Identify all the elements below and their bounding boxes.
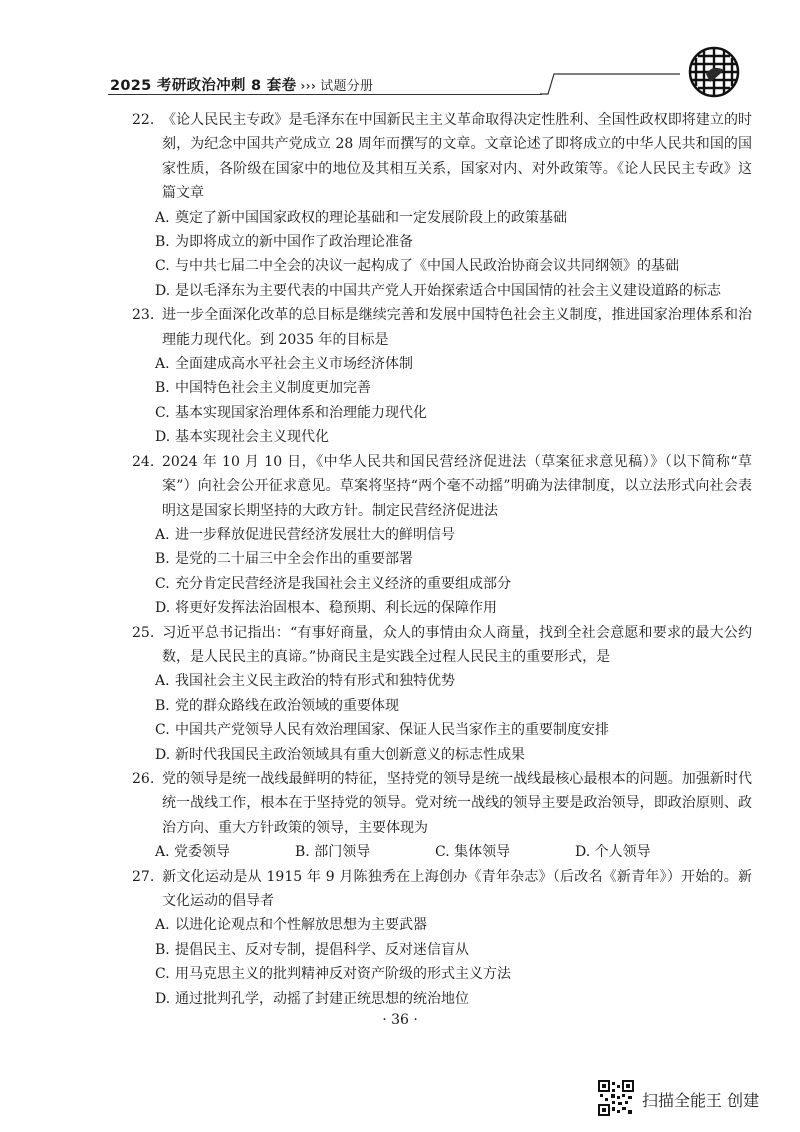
question-stem	[132, 450, 752, 523]
page-header	[0, 0, 800, 112]
question-27	[132, 865, 752, 1011]
option-a: A. 党委领导	[155, 844, 231, 861]
option-d: D. 是以毛泽东为主要代表的中国共产党人开始探索适合中国国情的社会主义建设道路的标志	[155, 282, 721, 299]
option-d: D. 基本实现社会主义现代化	[155, 429, 329, 446]
option-c: C. 充分肯定民营经济是我国社会主义经济的重要组成部分	[155, 575, 511, 592]
question-text: 《论人民民主专政》是毛泽东在中国新民主主义革命取得决定性胜利、全国性政权即将建立的时刻，为纪念中国共产党成立 28 周年而撰写的文章。文章论述了即将成立的中华人民共和国的国家性质，各阶级在国家中的地位及其相互关系，国家对内、对外政策等。《论人民民主专政》这篇文章	[162, 112, 752, 202]
book-section: 试题分册	[320, 79, 374, 94]
header-rule	[108, 94, 542, 95]
question-stem	[132, 767, 752, 840]
qr-code-icon	[598, 1080, 634, 1116]
option-c: C. 与中共七届二中全会的决议一起构成了《中国人民政治协商会议共同纲领》的基础	[155, 258, 679, 275]
option-b: B. 部门领导	[295, 844, 371, 861]
question-number: 24.	[132, 453, 155, 470]
option-d: D. 个人领导	[575, 844, 651, 861]
option-c: C. 基本实现国家治理体系和治理能力现代化	[155, 404, 427, 421]
question-26	[132, 767, 752, 865]
page-number: · 36 ·	[382, 1012, 418, 1028]
option-c: C. 集体领导	[435, 844, 511, 861]
option-b: B. 提倡民主、反对专制，提倡科学、反对迷信盲从	[155, 941, 469, 958]
question-list	[132, 108, 752, 1011]
option-b: B. 党的群众路线在政治领域的重要体现	[155, 697, 399, 714]
question-text: 习近平总书记指出：“有事好商量，众人的事情由众人商量，找到全社会意愿和要求的最大公约数，是人民民主的真谛。”协商民主是实践全过程人民民主的重要形式，是	[162, 624, 752, 665]
header-slant-line	[540, 66, 680, 96]
question-text: 2024 年 10 月 10 日，《中华人民共和国民营经济促进法（草案征求意见稿）》（以下简称“草案”）向社会公开征求意见。草案将坚持“两个毫不动摇”明确为法律制度，以立法形式向社会表明这是国家长期坚持的大政方针。制定民营经济促进法	[162, 453, 752, 519]
question-number: 22.	[132, 112, 155, 128]
option-c: C. 用马克思主义的批判精神反对资产阶级的形式主义方法	[155, 966, 511, 983]
header-title-line	[110, 74, 373, 95]
option-a: A. 全面建成高水平社会主义市场经济体制	[155, 356, 413, 373]
question-text: 进一步全面深化改革的总目标是继续完善和发展中国特色社会主义制度，推进国家治理体系和治理能力现代化。到 2035 年的目标是	[162, 307, 752, 348]
question-number: 27.	[132, 868, 155, 885]
question-stem	[132, 303, 752, 352]
question-stem	[132, 621, 752, 670]
option-d: D. 将更好发挥法治固根本、稳预期、利长远的保障作用	[155, 600, 497, 617]
scanner-watermark	[598, 1080, 788, 1120]
option-a: A. 我国社会主义民主政治的特有形式和独特优势	[155, 673, 455, 690]
question-text: 新文化运动是从 1915 年 9 月陈独秀在上海创办《青年杂志》（后改名《新青年》）开始的。新文化运动的倡导者	[162, 868, 752, 909]
option-d: D. 通过批判孔学，动摇了封建正统思想的统治地位	[155, 990, 469, 1007]
option-c: C. 中国共产党领导人民有效治理国家、保证人民当家作主的重要制度安排	[155, 722, 609, 739]
globe-logo-icon	[686, 44, 742, 100]
question-number: 26.	[132, 770, 155, 787]
option-b: B. 中国特色社会主义制度更加完善	[155, 380, 371, 397]
header-separator: ›››	[300, 79, 317, 93]
question-stem	[132, 108, 752, 206]
question-stem	[132, 865, 752, 914]
option-a: A. 进一步释放促进民营经济发展壮大的鲜明信号	[155, 526, 455, 543]
question-24	[132, 450, 752, 621]
option-a: A. 以进化论观点和个性解放思想为主要武器	[155, 917, 427, 934]
question-25	[132, 621, 752, 767]
book-title: 2025 考研政治冲刺 8 套卷	[110, 78, 297, 94]
question-23	[132, 303, 752, 449]
option-b: B. 是党的二十届三中全会作出的重要部署	[155, 551, 413, 568]
question-text: 党的领导是统一战线最鲜明的特征，坚持党的领导是统一战线最核心最根本的问题。加强新时代统一战线工作，根本在于坚持党的领导。党对统一战线的领导主要是政治领导，即政治原则、政治方向、重大方针政策的领导，主要体现为	[162, 770, 752, 836]
question-number: 23.	[132, 307, 155, 324]
option-d: D. 新时代我国民主政治领域具有重大创新意义的标志性成果	[155, 746, 525, 763]
question-22	[132, 108, 752, 303]
question-number: 25.	[132, 624, 155, 641]
option-row	[132, 840, 752, 864]
watermark-text: 扫描全能王 创建	[642, 1091, 760, 1110]
option-b: B. 为即将成立的新中国作了政治理论准备	[155, 234, 413, 251]
option-a: A. 奠定了新中国国家政权的理论基础和一定发展阶段上的政策基础	[155, 209, 567, 226]
